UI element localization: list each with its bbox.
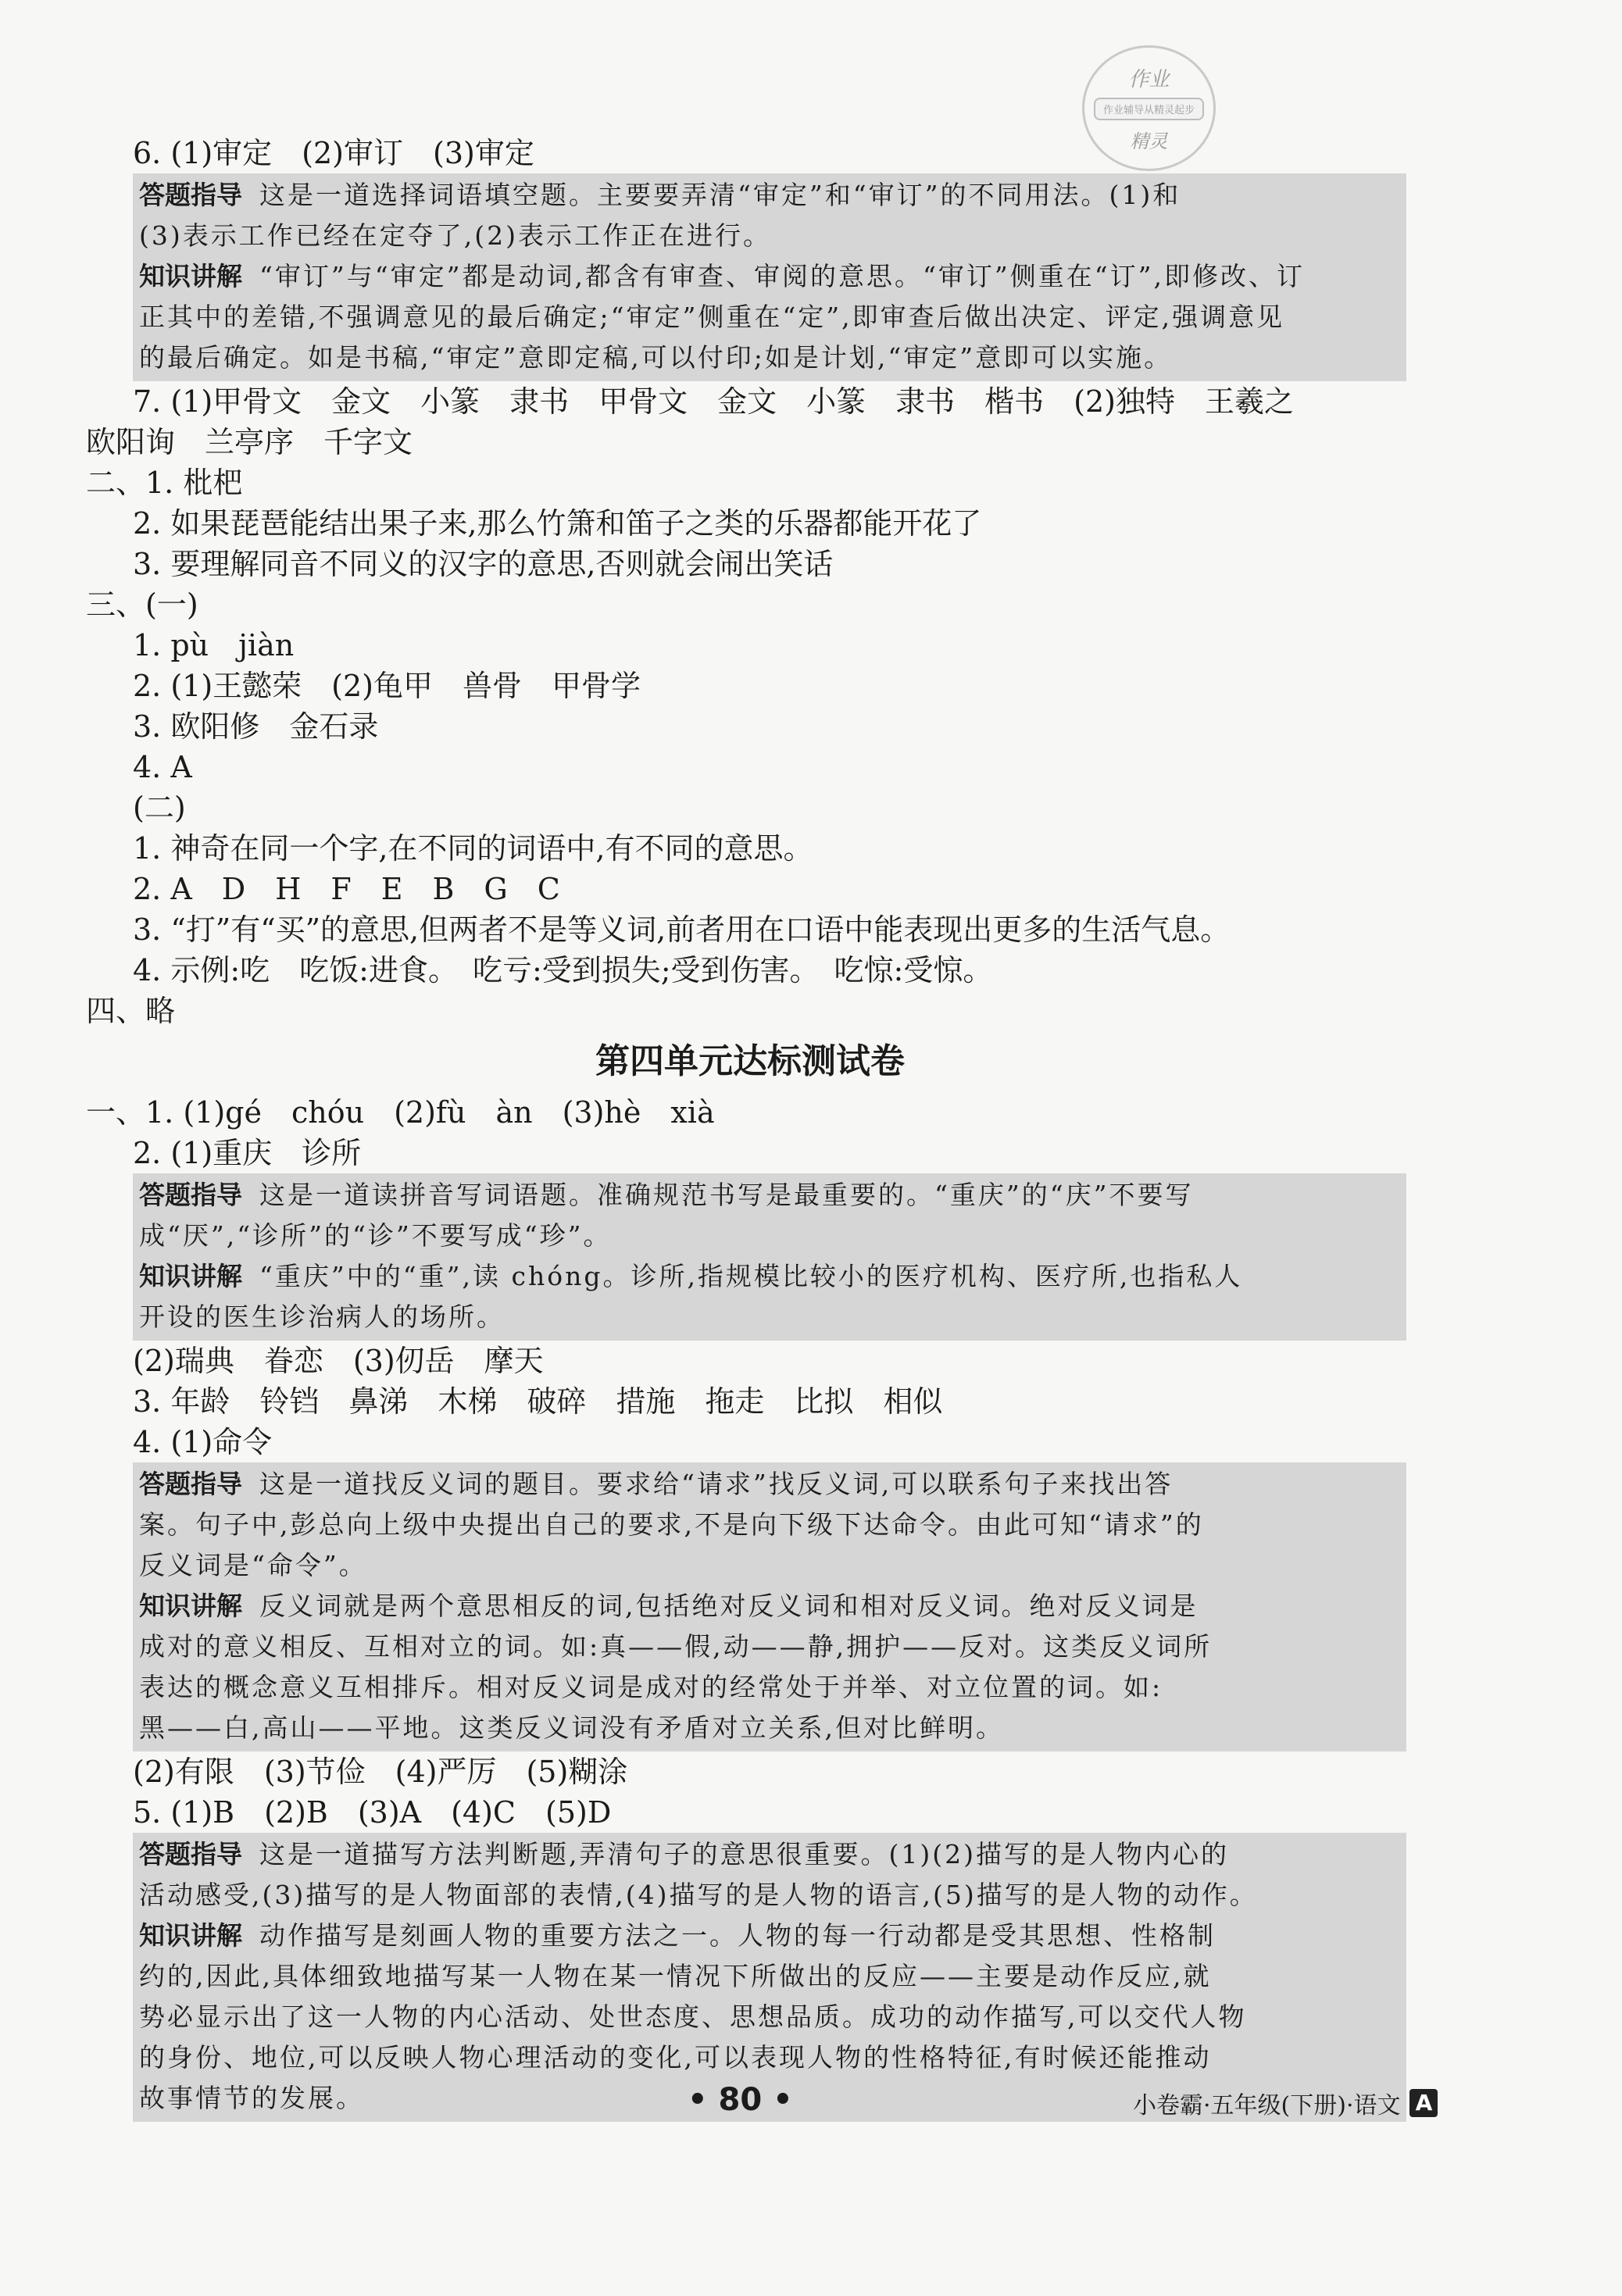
box-label: 答题指导 bbox=[139, 1180, 242, 1210]
box-line: 知识讲解 “审订”与“审定”都是动词,都含有审查、审阅的意思。“审订”侧重在“订”,即修改、订 bbox=[139, 261, 1305, 291]
answer-line: 3. 要理解同音不同义的汉字的意思,否则就会闹出笑话 bbox=[133, 547, 834, 581]
answer-line: 4. (1)命令 bbox=[133, 1425, 273, 1459]
answer-line: 1. pù jiàn bbox=[133, 628, 295, 662]
box-line: (3)表示工作已经在定夺了,(2)表示工作正在进行。 bbox=[139, 220, 771, 251]
box-line: 答题指导 这是一道选择词语填空题。主要要弄清“审定”和“审订”的不同用法。(1)和 bbox=[139, 180, 1181, 210]
answer-line: 2. 如果琵琶能结出果子来,那么竹箫和笛子之类的乐器都能开花了 bbox=[133, 506, 982, 541]
box-line: 答题指导 这是一道读拼音写词语题。准确规范书写是最重要的。“重庆”的“庆”不要写 bbox=[139, 1180, 1194, 1210]
answer-line: 4. A bbox=[133, 750, 192, 784]
box-line: 活动感受,(3)描写的是人物面部的表情,(4)描写的是人物的语言,(5)描写的是人物的动作。 bbox=[139, 1880, 1258, 1910]
answer-line: 6. (1)审定 (2)审订 (3)审定 bbox=[133, 136, 534, 170]
answer-content bbox=[86, 133, 1414, 2122]
answer-line: 3. 欧阳修 金石录 bbox=[133, 709, 379, 744]
edition-badge: A bbox=[1409, 2089, 1438, 2117]
guide-box bbox=[133, 1462, 1406, 1751]
box-label: 知识讲解 bbox=[139, 261, 242, 291]
answer-line: (2)有限 (3)节俭 (4)严厉 (5)糊涂 bbox=[133, 1755, 628, 1789]
answer-line: 4. 示例:吃 吃饭:进食。 吃亏:受到损失;受到伤害。 吃惊:受惊。 bbox=[133, 953, 993, 987]
box-line: 开设的医生诊治病人的场所。 bbox=[139, 1302, 505, 1332]
answer-line: 2. (1)王懿荣 (2)龟甲 兽骨 甲骨学 bbox=[133, 669, 641, 703]
answer-line: 一、1. (1)gé chóu (2)fù àn (3)hè xià bbox=[86, 1095, 715, 1130]
book-title-text: 小卷霸·五年级(下册)·语文 bbox=[1133, 2092, 1401, 2119]
box-line: 势必显示出了这一人物的内心活动、处世态度、思想品质。成功的动作描写,可以交代人物 bbox=[139, 2001, 1247, 2032]
stamp-middle: 作业辅导从精灵起步 bbox=[1094, 98, 1204, 120]
box-line: 案。句子中,彭总向上级中央提出自己的要求,不是向下级下达命令。由此可知“请求”的 bbox=[139, 1509, 1204, 1540]
answer-line: 5. (1)B (2)B (3)A (4)C (5)D bbox=[133, 1795, 612, 1830]
box-label: 答题指导 bbox=[139, 1839, 242, 1869]
answer-line: 7. (1)甲骨文 金文 小篆 隶书 甲骨文 金文 小篆 隶书 楷书 (2)独特 王羲之 bbox=[133, 384, 1294, 419]
answer-line: 1. 神奇在同一个字,在不同的词语中,有不同的意思。 bbox=[133, 831, 813, 866]
box-line: 表达的概念意义互相排斥。相对反义词是成对的经常处于并举、对立位置的词。如: bbox=[139, 1672, 1163, 1702]
box-line: 答题指导 这是一道找反义词的题目。要求给“请求”找反义词,可以联系句子来找出答 bbox=[139, 1469, 1174, 1499]
box-line: 知识讲解 动作描写是刻画人物的重要方法之一。人物的每一行动都是受其思想、性格制 bbox=[139, 1920, 1216, 1951]
answer-line: 3. “打”有“买”的意思,但两者不是等义词,前者用在口语中能表现出更多的生活气息。 bbox=[133, 912, 1231, 947]
stamp-bottom: 精灵 bbox=[1130, 130, 1168, 152]
box-line: 答题指导 这是一道描写方法判断题,弄清句子的意思很重要。(1)(2)描写的是人物内心的 bbox=[139, 1839, 1229, 1869]
box-line: 的最后确定。如是书稿,“审定”意即定稿,可以付印;如是计划,“审定”意即可以实施。 bbox=[139, 342, 1173, 373]
box-line: 的身份、地位,可以反映人物心理活动的变化,可以表现人物的性格特征,有时候还能推动 bbox=[139, 2042, 1212, 2073]
answer-line: 3. 年龄 铃铛 鼻涕 木梯 破碎 措施 拖走 比拟 相似 bbox=[133, 1384, 943, 1419]
answer-line: 欧阳询 兰亭序 千字文 bbox=[86, 425, 413, 459]
box-line: 正其中的差错,不强调意见的最后确定;“审定”侧重在“定”,即审查后做出决定、评定,强调意见 bbox=[139, 302, 1285, 332]
box-line: 故事情节的发展。 bbox=[139, 2083, 364, 2113]
box-label: 知识讲解 bbox=[139, 1261, 242, 1291]
page-number: • 80 • bbox=[688, 2082, 793, 2118]
box-line: 约的,因此,具体细致地描写某一人物在某一情况下所做出的反应——主要是动作反应,就 bbox=[139, 1961, 1212, 1991]
answer-line: (二) bbox=[133, 791, 186, 825]
book-title bbox=[1133, 2086, 1438, 2120]
box-line: 知识讲解 “重庆”中的“重”,读 chóng。诊所,指规模比较小的医疗机构、医疗所,也指私人 bbox=[139, 1261, 1243, 1291]
box-line: 反义词是“命令”。 bbox=[139, 1550, 367, 1580]
answer-line: 2. (1)重庆 诊所 bbox=[133, 1136, 362, 1170]
section-title: 第四单元达标测试卷 bbox=[595, 1041, 905, 1081]
guide-box bbox=[133, 173, 1406, 381]
guide-box bbox=[133, 1833, 1406, 2122]
box-line: 黑——白,高山——平地。这类反义词没有矛盾对立关系,但对比鲜明。 bbox=[139, 1712, 1004, 1743]
stamp-top: 作业 bbox=[1128, 68, 1170, 91]
answer-line: (2)瑞典 眷恋 (3)仞岳 摩天 bbox=[133, 1344, 544, 1378]
answer-line: 2. A D H F E B G C bbox=[133, 872, 560, 906]
box-label: 知识讲解 bbox=[139, 1591, 242, 1621]
box-line: 成对的意义相反、互相对立的词。如:真——假,动——静,拥护——反对。这类反义词所 bbox=[139, 1631, 1213, 1662]
box-label: 答题指导 bbox=[139, 180, 242, 210]
guide-box bbox=[133, 1173, 1406, 1341]
answer-line: 二、1. 枇杷 bbox=[86, 466, 243, 500]
answer-line: 三、(一) bbox=[86, 587, 198, 622]
box-label: 知识讲解 bbox=[139, 1920, 242, 1951]
box-label: 答题指导 bbox=[139, 1469, 242, 1499]
box-line: 成“厌”,“诊所”的“诊”不要写成“珍”。 bbox=[139, 1220, 612, 1251]
answer-line: 四、略 bbox=[86, 994, 176, 1028]
box-line: 知识讲解 反义词就是两个意思相反的词,包括绝对反义词和相对反义词。绝对反义词是 bbox=[139, 1591, 1199, 1621]
